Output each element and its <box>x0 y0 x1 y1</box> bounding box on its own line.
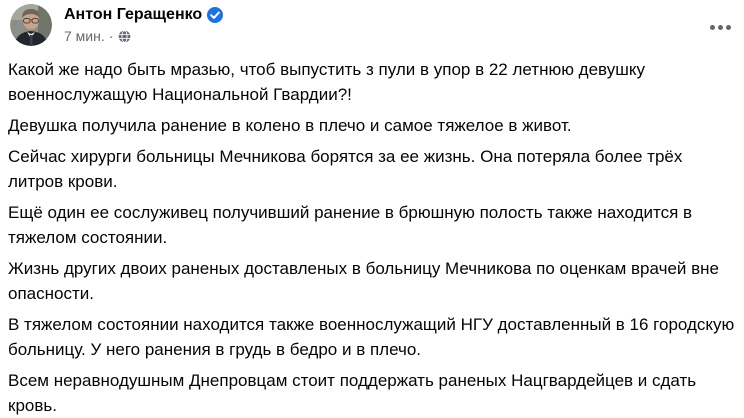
ellipsis-dot <box>718 25 723 30</box>
verified-badge-icon <box>207 7 223 23</box>
ellipsis-dot <box>726 25 731 30</box>
post-paragraph: Сейчас хирурги больницы Мечникова борятся за ее жизнь. Она потеряла более трёх литров крови. <box>8 147 688 191</box>
post-paragraph: Ещё один ее сослуживец получивший ранение в брюшную полость также находится в тяжелом состоянии. <box>8 203 697 247</box>
timestamp-link[interactable]: 7 мин. <box>64 28 105 44</box>
post-paragraph: Девушка получила ранение в колено в плечо и самое тяжелое в живот. <box>8 116 572 135</box>
post-paragraph: Жизнь других двоих раненых доставленых в больницу Мечникова по оценкам врачей вне опасности. <box>8 259 724 303</box>
post-header <box>0 0 744 46</box>
post-paragraph: Какой же надо быть мразью, чтоб выпустить з пули в упор в 22 летнюю девушку военнослужащую Национальной Гвардии?! <box>8 60 650 104</box>
name-row <box>64 5 223 25</box>
header-text <box>64 4 223 44</box>
post-meta <box>64 28 223 44</box>
post-body <box>0 46 744 418</box>
meta-separator: · <box>108 28 114 44</box>
author-name[interactable]: Антон Геращенко <box>64 6 203 23</box>
ellipsis-dot <box>710 25 715 30</box>
avatar-image <box>10 4 52 46</box>
public-globe-icon <box>118 30 131 43</box>
post-menu-button[interactable] <box>704 15 736 39</box>
avatar[interactable] <box>10 4 52 46</box>
post-paragraph: В тяжелом состоянии находится также военнослужащий НГУ доставленный в 16 городскую больницу. У него ранения в грудь в бедро и в плечо. <box>8 315 740 359</box>
post-paragraph: Всем неравнодушным Днепровцам стоит поддержать раненых Нацгвардейцев и сдать кровь. <box>8 371 701 415</box>
